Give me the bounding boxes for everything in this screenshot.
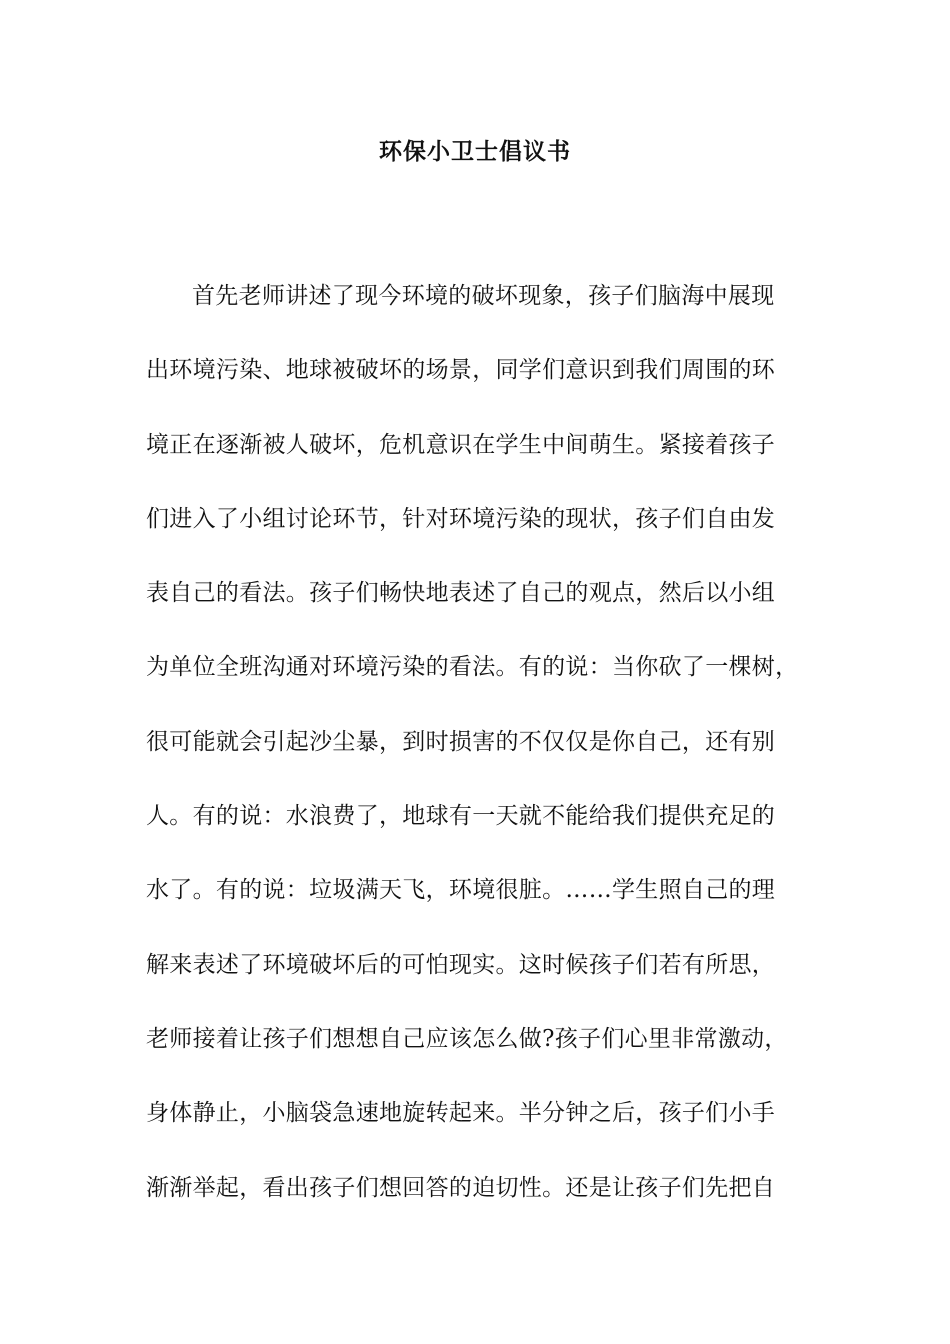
paragraph-line: 老师接着让孩子们想想自己应该怎么做?孩子们心里非常激动， — [146, 1025, 788, 1052]
paragraph-line: 人。有的说：水浪费了，地球有一天就不能给我们提供充足的 — [146, 803, 776, 830]
paragraph-line: 首先老师讲述了现今环境的破坏现象，孩子们脑海中展现 — [192, 283, 775, 309]
paragraph-line: 出环境污染、地球被破坏的场景，同学们意识到我们周围的环 — [146, 357, 776, 384]
paragraph-line: 很可能就会引起沙尘暴，到时损害的不仅仅是你自己，还有别 — [146, 728, 776, 755]
paragraph-line: 们进入了小组讨论环节，针对环境污染的现状，孩子们自由发 — [146, 505, 776, 532]
paragraph-line: 水了。有的说：垃圾满天飞，环境很脏。……学生照自己的理 — [146, 877, 776, 904]
document-title: 环保小卫士倡议书 — [379, 138, 571, 165]
paragraph-line: 境正在逐渐被人破坏，危机意识在学生中间萌生。紧接着孩子 — [146, 431, 776, 458]
paragraph-line: 表自己的看法。孩子们畅快地表述了自己的观点，然后以小组 — [146, 580, 776, 607]
paragraph-line: 为单位全班沟通对环境污染的看法。有的说：当你砍了一棵树， — [146, 654, 799, 681]
document-body — [146, 259, 822, 1225]
paragraph-line: 身体静止，小脑袋急速地旋转起来。半分钟之后，孩子们小手 — [146, 1100, 776, 1127]
paragraph-line: 渐渐举起，看出孩子们想回答的迫切性。还是让孩子们先把自 — [146, 1174, 776, 1201]
paragraph-line: 解来表述了环境破坏后的可怕现实。这时候孩子们若有所思， — [146, 951, 776, 978]
